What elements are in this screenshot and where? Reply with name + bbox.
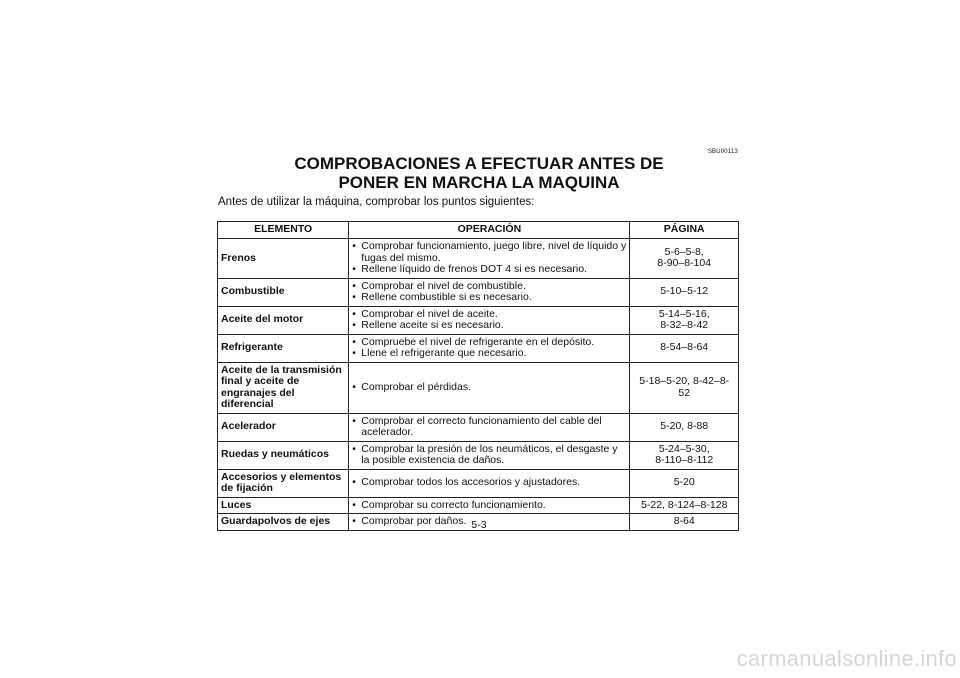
page-reference: 5-20	[673, 476, 695, 489]
operation-list	[352, 477, 626, 489]
page-title-line-1: COMPROBACIONES A EFECTUAR ANTES DE	[294, 154, 664, 173]
cell-pagina	[630, 239, 739, 279]
operation-item: • Comprobar todos los accesorios y ajustadores.	[352, 477, 626, 489]
page-reference: 5-18–5-20, 8-42–8-52	[639, 375, 730, 399]
cell-pagina	[630, 278, 739, 306]
watermark: carmanualsonline.info	[736, 646, 957, 671]
operation-item: • Rellene aceite si es necesario.	[352, 320, 626, 332]
operation-list	[352, 241, 626, 276]
operation-item: • Comprobar la presión de los neumáticos, el desgaste y la posible existencia de daños.	[352, 444, 626, 467]
table-row	[218, 441, 739, 469]
page-reference: 5-24–5-30,	[658, 442, 710, 455]
checklist-table	[217, 221, 739, 531]
cell-pagina	[630, 413, 739, 441]
cell-operacion	[349, 306, 630, 334]
page-reference: 5-6–5-8,	[664, 245, 704, 258]
cell-pagina	[630, 497, 739, 514]
cell-operacion	[349, 362, 630, 413]
operation-list	[352, 500, 626, 512]
cell-pagina	[630, 334, 739, 362]
operation-item: • Comprobar su correcto funcionamiento.	[352, 500, 626, 512]
operation-item: • Compruebe el nivel de refrigerante en el depósito.	[352, 337, 626, 349]
operation-item: • Comprobar el pérdidas.	[352, 382, 626, 394]
operation-list	[352, 337, 626, 360]
element-name: Guardapolvos de ejes	[221, 515, 331, 527]
table-body	[218, 239, 739, 531]
page-title-line-2: PONER EN MARCHA LA MAQUINA	[338, 173, 620, 192]
table-row	[218, 239, 739, 279]
operation-item: • Comprobar el nivel de aceite.	[352, 309, 626, 321]
operation-list	[352, 444, 626, 467]
element-name: Luces	[221, 498, 252, 511]
cell-elemento	[218, 362, 349, 413]
element-name: Ruedas y neumáticos	[221, 448, 329, 461]
table-header-row	[218, 222, 739, 239]
cell-operacion	[349, 497, 630, 514]
table-row	[218, 413, 739, 441]
intro-text: Antes de utilizar la máquina, comprobar los puntos siguientes:	[218, 196, 535, 208]
operation-item: • Comprobar el correcto funcionamiento del cable del acelerador.	[352, 416, 626, 439]
header-operacion: OPERACIÓN	[349, 222, 630, 239]
cell-pagina	[630, 362, 739, 413]
element-name: Aceite de la transmisión	[221, 363, 342, 376]
page-title	[220, 154, 738, 192]
page-reference: 8-32–8-42	[660, 319, 709, 331]
cell-operacion	[349, 239, 630, 279]
operation-list	[352, 416, 626, 439]
cell-elemento	[218, 306, 349, 334]
cell-operacion	[349, 413, 630, 441]
header-pagina: PÁGINA	[630, 222, 739, 239]
operation-item: • Rellene combustible si es necesario.	[352, 292, 626, 304]
page-reference: 5-20, 8-88	[660, 420, 709, 433]
cell-pagina	[630, 469, 739, 497]
element-name: de fijación	[221, 482, 273, 494]
table-row	[218, 362, 739, 413]
element-name: Acelerador	[221, 420, 276, 433]
cell-elemento	[218, 413, 349, 441]
element-name: Combustible	[221, 285, 285, 298]
page-reference: 5-22, 8-124–8-128	[641, 498, 728, 511]
element-name: final y aceite de	[221, 375, 300, 387]
operation-list	[352, 309, 626, 332]
element-name: Accesorios y elementos	[221, 470, 342, 483]
table-row	[218, 278, 739, 306]
operation-item: • Comprobar el nivel de combustible.	[352, 281, 626, 293]
page-reference: 5-14–5-16,	[658, 307, 710, 320]
cell-elemento	[218, 334, 349, 362]
operation-item: • Llene el refrigerante que necesario.	[352, 348, 626, 360]
cell-elemento	[218, 239, 349, 279]
page-number: 5-3	[471, 519, 487, 531]
page-reference: 8-64	[673, 515, 695, 527]
table-row	[218, 306, 739, 334]
cell-elemento	[218, 514, 349, 531]
table-row	[218, 497, 739, 514]
operation-list	[352, 281, 626, 304]
element-name: Aceite del motor	[221, 313, 304, 326]
operation-item: • Comprobar por daños.	[352, 516, 626, 528]
cell-operacion	[349, 441, 630, 469]
table-row	[218, 334, 739, 362]
cell-elemento	[218, 497, 349, 514]
cell-operacion	[349, 469, 630, 497]
element-name: Refrigerante	[221, 341, 283, 354]
operation-item: • Rellene líquido de frenos DOT 4 si es necesario.	[352, 264, 626, 276]
doc-code: SBU00113	[707, 149, 738, 155]
page-reference: 8-90–8-104	[657, 257, 712, 270]
cell-operacion	[349, 278, 630, 306]
cell-pagina	[630, 514, 739, 531]
header-elemento: ELEMENTO	[218, 222, 349, 239]
operation-item: • Comprobar funcionamiento, juego libre, nivel de líquido y fugas del mismo.	[352, 241, 626, 264]
cell-pagina	[630, 441, 739, 469]
cell-elemento	[218, 441, 349, 469]
element-name: engranajes del diferencial	[221, 386, 295, 410]
page-reference: 8-110–8-112	[655, 454, 714, 466]
page-reference: 8-54–8-64	[660, 341, 709, 354]
operation-list	[352, 382, 626, 394]
page-reference: 5-10–5-12	[660, 285, 709, 298]
cell-operacion	[349, 334, 630, 362]
element-name: Frenos	[221, 251, 257, 264]
table-row	[218, 469, 739, 497]
cell-pagina	[630, 306, 739, 334]
cell-elemento	[218, 278, 349, 306]
cell-elemento	[218, 469, 349, 497]
